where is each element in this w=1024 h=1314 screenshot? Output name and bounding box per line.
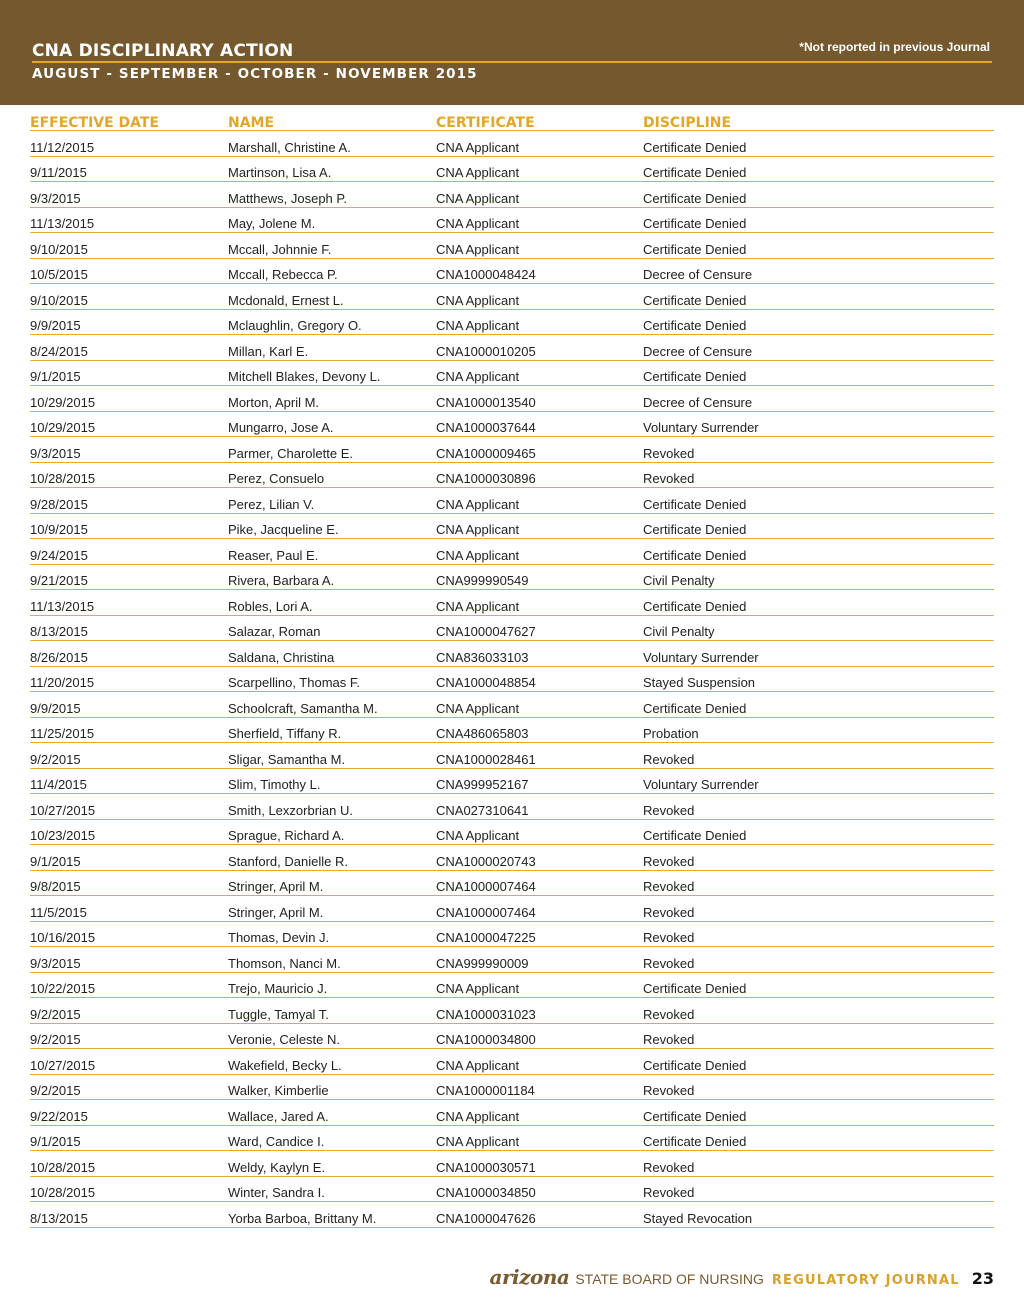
effective-date-cell: 9/2/2015	[30, 1032, 81, 1047]
effective-date-cell: 8/13/2015	[30, 1210, 88, 1226]
name-cell: Saldana, Christina	[228, 649, 335, 665]
table-row	[30, 616, 994, 642]
discipline-cell: Certificate Denied	[643, 1057, 747, 1073]
name-cell: Mungarro, Jose A.	[228, 420, 334, 435]
discipline-cell: Revoked	[643, 802, 695, 818]
table-row	[30, 769, 994, 795]
name-cell: Ward, Candice I.	[228, 1134, 325, 1149]
name-cell: Wakefield, Becky L.	[228, 1057, 342, 1073]
column-header-discipline: DISCIPLINE	[643, 115, 732, 131]
table-row	[30, 794, 994, 820]
certificate-cell: CNA1000034850	[436, 1185, 536, 1200]
name-cell: Sprague, Richard A.	[228, 828, 345, 843]
certificate-cell: CNA Applicant	[436, 292, 520, 308]
discipline-cell: Voluntary Surrender	[643, 649, 759, 665]
certificate-cell: CNA836033103	[436, 649, 529, 665]
effective-date-cell: 10/22/2015	[30, 981, 96, 996]
discipline-cell: Certificate Denied	[643, 165, 747, 180]
discipline-cell: Stayed Suspension	[643, 675, 756, 690]
discipline-cell: Revoked	[643, 879, 695, 894]
effective-date-cell: 10/9/2015	[30, 522, 88, 537]
name-cell: Reaser, Paul E.	[228, 547, 319, 563]
name-cell: Walker, Kimberlie	[228, 1083, 329, 1098]
effective-date-cell: 9/9/2015	[30, 700, 81, 716]
certificate-cell: CNA Applicant	[436, 318, 520, 333]
discipline-cell: Certificate Denied	[643, 828, 747, 843]
name-cell: Schoolcraft, Samantha M.	[228, 700, 378, 716]
effective-date-cell: 9/3/2015	[30, 955, 81, 971]
name-cell: Mitchell Blakes, Devony L.	[228, 369, 381, 384]
table-row	[30, 488, 994, 514]
effective-date-cell: 11/13/2015	[30, 598, 95, 614]
table-row	[30, 718, 994, 744]
certificate-cell: CNA1000028461	[436, 751, 536, 767]
discipline-cell: Revoked	[643, 751, 695, 767]
effective-date-cell: 9/10/2015	[30, 241, 88, 257]
table-row	[30, 667, 994, 693]
name-cell: Winter, Sandra I.	[228, 1185, 325, 1200]
effective-date-cell: 10/29/2015	[30, 394, 96, 410]
effective-date-cell: 9/2/2015	[30, 1083, 81, 1098]
certificate-cell: CNA1000001184	[436, 1083, 535, 1098]
name-cell: Slim, Timothy L.	[228, 777, 321, 792]
certificate-cell: CNA1000031023	[436, 1006, 536, 1022]
discipline-cell: Certificate Denied	[643, 190, 747, 206]
table-row	[30, 896, 994, 922]
name-cell: Martinson, Lisa A.	[228, 165, 332, 180]
discipline-cell: Revoked	[643, 1185, 695, 1200]
name-cell: Pike, Jacqueline E.	[228, 522, 339, 537]
effective-date-cell: 11/13/2015	[30, 216, 95, 231]
name-cell: Veronie, Celeste N.	[228, 1032, 341, 1047]
table-row	[30, 1049, 994, 1075]
discipline-cell: Certificate Denied	[643, 547, 747, 563]
certificate-cell: CNA Applicant	[436, 165, 520, 180]
certificate-cell: CNA Applicant	[436, 981, 520, 996]
page-title: CNA DISCIPLINARY ACTION	[32, 41, 294, 61]
table-row	[30, 284, 994, 310]
discipline-cell: Voluntary Surrender	[643, 420, 759, 435]
name-cell: Matthews, Joseph P.	[228, 190, 347, 206]
certificate-cell: CNA1000009465	[436, 445, 536, 461]
effective-date-cell: 9/3/2015	[30, 190, 81, 206]
table-row	[30, 692, 994, 718]
table-row	[30, 922, 994, 948]
effective-date-cell: 8/26/2015	[30, 649, 88, 665]
table-row	[30, 1126, 994, 1152]
discipline-cell: Voluntary Surrender	[643, 777, 759, 792]
discipline-cell: Certificate Denied	[643, 598, 747, 614]
certificate-cell: CNA Applicant	[436, 139, 520, 155]
table-row	[30, 743, 994, 769]
effective-date-cell: 11/12/2015	[30, 139, 95, 155]
effective-date-cell: 10/5/2015	[30, 267, 88, 282]
discipline-cell: Probation	[643, 726, 699, 741]
certificate-cell: CNA999952167	[436, 777, 529, 792]
name-cell: Mclaughlin, Gregory O.	[228, 318, 362, 333]
page-subtitle: AUGUST - SEPTEMBER - OCTOBER - NOVEMBER 2015	[32, 66, 478, 82]
name-cell: Trejo, Mauricio J.	[228, 981, 328, 996]
name-cell: Rivera, Barbara A.	[228, 573, 335, 588]
name-cell: Thomas, Devin J.	[228, 930, 330, 945]
table-row	[30, 1202, 994, 1228]
effective-date-cell: 9/9/2015	[30, 318, 81, 333]
discipline-cell: Decree of Censure	[643, 343, 753, 359]
column-header-effective-date: EFFECTIVE DATE	[30, 115, 160, 131]
effective-date-cell: 9/11/2015	[30, 165, 87, 180]
board-name: STATE BOARD OF NURSING	[575, 1271, 764, 1287]
certificate-cell: CNA Applicant	[436, 1057, 520, 1073]
name-cell: Sligar, Samantha M.	[228, 751, 346, 767]
table-row	[30, 871, 994, 897]
discipline-cell: Revoked	[643, 1159, 695, 1175]
discipline-cell: Certificate Denied	[643, 496, 747, 512]
name-cell: Yorba Barboa, Brittany M.	[228, 1210, 377, 1226]
effective-date-cell: 9/1/2015	[30, 369, 81, 384]
table-row	[30, 361, 994, 387]
certificate-cell: CNA486065803	[436, 726, 529, 741]
discipline-cell: Revoked	[643, 445, 695, 461]
header-divider	[32, 61, 992, 63]
discipline-cell: Certificate Denied	[643, 292, 747, 308]
certificate-cell: CNA1000048854	[436, 675, 536, 690]
effective-date-cell: 8/24/2015	[30, 343, 88, 359]
table-row	[30, 131, 994, 157]
name-cell: May, Jolene M.	[228, 216, 316, 231]
column-header-certificate: CERTIFICATE	[436, 115, 535, 131]
effective-date-cell: 9/2/2015	[30, 751, 81, 767]
discipline-cell: Revoked	[643, 853, 695, 869]
effective-date-cell: 10/16/2015	[30, 930, 96, 945]
table-row	[30, 412, 994, 438]
table-row	[30, 310, 994, 336]
name-cell: Smith, Lexzorbrian U.	[228, 802, 353, 818]
certificate-cell: CNA Applicant	[436, 216, 520, 231]
table-row	[30, 845, 994, 871]
journal-name: REGULATORY JOURNAL	[771, 1273, 960, 1288]
table-row	[30, 947, 994, 973]
name-cell: Millan, Karl E.	[228, 343, 309, 359]
discipline-cell: Certificate Denied	[643, 216, 747, 231]
certificate-cell: CNA Applicant	[436, 547, 520, 563]
table-row	[30, 1177, 994, 1203]
name-cell: Scarpellino, Thomas F.	[228, 675, 360, 690]
effective-date-cell: 10/27/2015	[30, 1057, 96, 1073]
discipline-cell: Certificate Denied	[643, 981, 747, 996]
discipline-cell: Certificate Denied	[643, 700, 747, 716]
effective-date-cell: 9/8/2015	[30, 879, 81, 894]
table-row	[30, 386, 994, 412]
effective-date-cell: 8/13/2015	[30, 624, 88, 639]
discipline-cell: Certificate Denied	[643, 318, 747, 333]
discipline-cell: Certificate Denied	[643, 139, 747, 155]
name-cell: Perez, Consuelo	[228, 471, 325, 486]
name-cell: Tuggle, Tamyal T.	[228, 1006, 329, 1022]
certificate-cell: CNA Applicant	[436, 1134, 520, 1149]
effective-date-cell: 10/28/2015	[30, 1159, 96, 1175]
disciplinary-table	[30, 112, 994, 1228]
name-cell: Stringer, April M.	[228, 879, 324, 894]
name-cell: Salazar, Roman	[228, 624, 321, 639]
discipline-cell: Certificate Denied	[643, 1108, 747, 1124]
certificate-cell: CNA1000047627	[436, 624, 536, 639]
certificate-cell: CNA1000020743	[436, 853, 536, 869]
discipline-cell: Revoked	[643, 1083, 695, 1098]
name-cell: Marshall, Christine A.	[228, 139, 351, 155]
certificate-cell: CNA Applicant	[436, 598, 520, 614]
table-row	[30, 998, 994, 1024]
discipline-cell: Certificate Denied	[643, 522, 747, 537]
effective-date-cell: 10/28/2015	[30, 1185, 96, 1200]
certificate-cell: CNA Applicant	[436, 828, 520, 843]
effective-date-cell: 9/10/2015	[30, 292, 88, 308]
certificate-cell: CNA1000030896	[436, 471, 536, 486]
name-cell: Parmer, Charolette E.	[228, 445, 353, 461]
effective-date-cell: 11/25/2015	[30, 726, 95, 741]
table-row	[30, 590, 994, 616]
name-cell: Stanford, Danielle R.	[228, 853, 348, 869]
effective-date-cell: 9/28/2015	[30, 496, 88, 512]
certificate-cell: CNA Applicant	[436, 496, 520, 512]
table-row	[30, 208, 994, 234]
name-cell: Mccall, Rebecca P.	[228, 267, 338, 282]
name-cell: Weldy, Kaylyn E.	[228, 1159, 326, 1175]
certificate-cell: CNA1000048424	[436, 267, 536, 282]
discipline-cell: Certificate Denied	[643, 241, 747, 257]
discipline-cell: Certificate Denied	[643, 1134, 747, 1149]
certificate-cell: CNA1000047626	[436, 1210, 536, 1226]
table-row	[30, 1151, 994, 1177]
table-row	[30, 233, 994, 259]
name-cell: Sherfield, Tiffany R.	[228, 726, 342, 741]
effective-date-cell: 11/5/2015	[30, 904, 87, 920]
name-cell: Mccall, Johnnie F.	[228, 241, 332, 257]
certificate-cell: CNA1000013540	[436, 394, 536, 410]
certificate-cell: CNA999990009	[436, 955, 529, 971]
page-number: 23	[971, 1269, 994, 1288]
effective-date-cell: 9/3/2015	[30, 445, 81, 461]
effective-date-cell: 9/1/2015	[30, 853, 81, 869]
effective-date-cell: 10/23/2015	[30, 828, 96, 843]
certificate-cell: CNA1000010205	[436, 343, 536, 359]
effective-date-cell: 10/28/2015	[30, 471, 96, 486]
discipline-cell: Civil Penalty	[643, 624, 715, 639]
certificate-cell: CNA1000007464	[436, 904, 536, 920]
table-row	[30, 539, 994, 565]
table-row	[30, 157, 994, 183]
discipline-cell: Revoked	[643, 1006, 695, 1022]
discipline-cell: Decree of Censure	[643, 394, 753, 410]
name-cell: Thomson, Nanci M.	[228, 955, 341, 971]
certificate-cell: CNA1000037644	[436, 420, 536, 435]
name-cell: Wallace, Jared A.	[228, 1108, 329, 1124]
table-body	[30, 131, 994, 1228]
page-footer	[490, 1265, 994, 1289]
certificate-cell: CNA Applicant	[436, 1108, 520, 1124]
discipline-cell: Revoked	[643, 1032, 695, 1047]
table-row	[30, 641, 994, 667]
certificate-cell: CNA999990549	[436, 573, 529, 588]
effective-date-cell: 10/27/2015	[30, 802, 96, 818]
table-row	[30, 259, 994, 285]
arizona-logo: arizona	[489, 1265, 570, 1289]
table-row	[30, 463, 994, 489]
discipline-cell: Civil Penalty	[643, 573, 715, 588]
table-row	[30, 973, 994, 999]
table-row	[30, 437, 994, 463]
table-row	[30, 820, 994, 846]
discipline-cell: Revoked	[643, 904, 695, 920]
page-header	[0, 0, 1024, 105]
discipline-cell: Revoked	[643, 930, 695, 945]
certificate-cell: CNA Applicant	[436, 522, 520, 537]
discipline-cell: Stayed Revocation	[643, 1210, 753, 1226]
certificate-cell: CNA027310641	[436, 802, 529, 818]
effective-date-cell: 9/22/2015	[30, 1108, 88, 1124]
effective-date-cell: 9/1/2015	[30, 1134, 81, 1149]
header-note: *Not reported in previous Journal	[799, 40, 990, 54]
certificate-cell: CNA1000030571	[436, 1159, 536, 1175]
name-cell: Mcdonald, Ernest L.	[228, 292, 344, 308]
certificate-cell: CNA1000034800	[436, 1032, 536, 1047]
table-row	[30, 1075, 994, 1101]
table-row	[30, 514, 994, 540]
certificate-cell: CNA1000007464	[436, 879, 536, 894]
table-row	[30, 565, 994, 591]
effective-date-cell: 9/21/2015	[30, 573, 88, 588]
discipline-cell: Revoked	[643, 471, 695, 486]
certificate-cell: CNA Applicant	[436, 190, 520, 206]
discipline-cell: Decree of Censure	[643, 267, 753, 282]
effective-date-cell: 9/24/2015	[30, 547, 88, 563]
name-cell: Robles, Lori A.	[228, 598, 313, 614]
effective-date-cell: 11/4/2015	[30, 777, 87, 792]
table-row	[30, 182, 994, 208]
certificate-cell: CNA Applicant	[436, 369, 520, 384]
table-row	[30, 1024, 994, 1050]
certificate-cell: CNA Applicant	[436, 241, 520, 257]
table-row	[30, 335, 994, 361]
discipline-cell: Revoked	[643, 955, 695, 971]
effective-date-cell: 10/29/2015	[30, 420, 96, 435]
name-cell: Perez, Lilian V.	[228, 496, 315, 512]
discipline-cell: Certificate Denied	[643, 369, 747, 384]
table-header-row	[30, 112, 994, 131]
effective-date-cell: 11/20/2015	[30, 675, 95, 690]
name-cell: Stringer, April M.	[228, 904, 324, 920]
certificate-cell: CNA1000047225	[436, 930, 536, 945]
column-header-name: NAME	[228, 115, 275, 131]
certificate-cell: CNA Applicant	[436, 700, 520, 716]
name-cell: Morton, April M.	[228, 394, 320, 410]
table-row	[30, 1100, 994, 1126]
effective-date-cell: 9/2/2015	[30, 1006, 81, 1022]
